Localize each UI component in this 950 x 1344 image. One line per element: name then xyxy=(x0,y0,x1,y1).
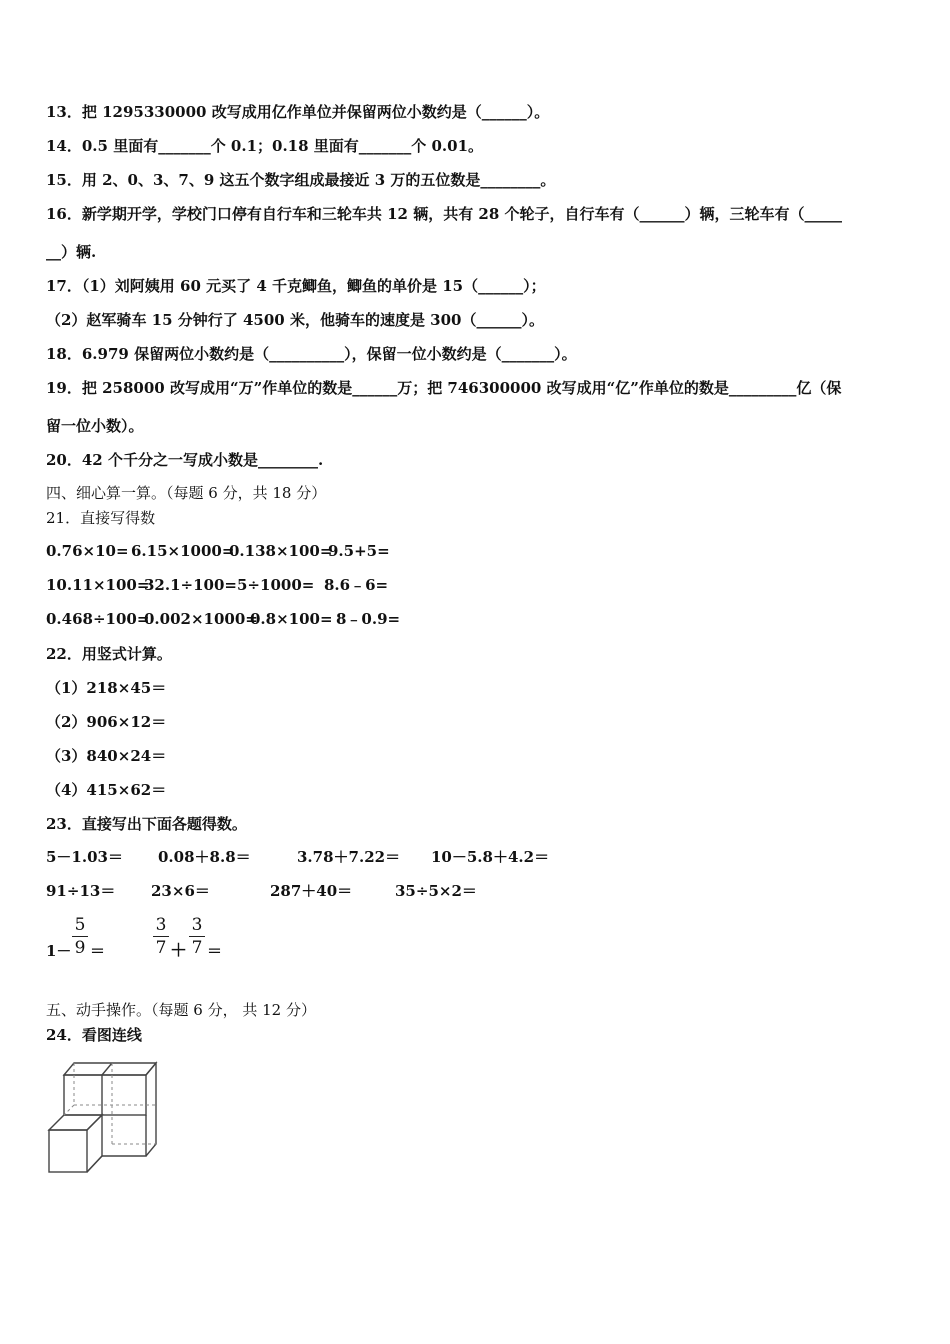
calc-item: 8﹣0.9= xyxy=(336,610,401,628)
denominator: 9 xyxy=(74,938,86,958)
calc-item: 9.5+5= xyxy=(328,542,390,560)
section-4-title: 四、细心算一算。（每题 6 分，共 18 分） xyxy=(46,484,327,502)
q22-item: （3）840×24＝ xyxy=(46,747,167,765)
q22-item: （2）906×12＝ xyxy=(46,713,167,731)
calc-item: 6.15×1000= xyxy=(131,542,235,560)
calc-item: 5÷1000= xyxy=(237,576,315,594)
cube-stack-figure xyxy=(44,1058,160,1176)
question-20: 20．42 个千分之一写成小数是________. xyxy=(46,451,324,469)
calc-item: 287＋40＝ xyxy=(270,882,353,900)
q22-item: （4）415×62＝ xyxy=(46,781,167,799)
plus-sign: ＋ xyxy=(170,941,187,961)
question-13: 13．把 1295330000 改写成用亿作单位并保留两位小数约是（______）。 xyxy=(46,103,550,121)
calc-item: 32.1÷100= xyxy=(144,576,237,594)
equals: ＝ xyxy=(207,942,223,960)
question-16-line1: 16．新学期开学，学校门口停有自行车和三轮车共 12 辆，共有 28 个轮子，自行车有（______）辆，三轮车有（_____ xyxy=(46,205,843,223)
equals: ＝ xyxy=(90,942,106,960)
calc-item: 0.468÷100= xyxy=(46,610,150,628)
calc-item: 8.6﹣6= xyxy=(324,576,389,594)
fraction xyxy=(153,914,169,959)
calc-item: 0.8×100= xyxy=(250,610,333,628)
question-14: 14．0.5 里面有_______个 0.1；0.18 里面有_______个 0.01。 xyxy=(46,137,484,155)
calc-item: 5－1.03＝ xyxy=(46,848,123,866)
fraction xyxy=(189,914,205,959)
calc-item: 10－5.8＋4.2＝ xyxy=(431,848,550,866)
section-5-title: 五、动手操作。（每题 6 分， 共 12 分） xyxy=(46,1001,316,1019)
numerator: 5 xyxy=(72,914,88,937)
question-23-title: 23．直接写出下面各题得数。 xyxy=(46,815,247,833)
q22-item: （1）218×45＝ xyxy=(46,679,167,697)
numerator: 3 xyxy=(153,914,169,937)
expr-prefix: 1－ xyxy=(46,942,72,960)
calc-item: 10.11×100= xyxy=(46,576,150,594)
question-16-line2: __）辆. xyxy=(46,243,97,261)
question-18: 18．6.979 保留两位小数约是（__________），保留一位小数约是（_______）。 xyxy=(46,345,577,363)
denominator: 7 xyxy=(191,938,203,958)
calc-item: 0.76×10= xyxy=(46,542,129,560)
question-21-title: 21．直接写得数 xyxy=(46,509,156,527)
fraction xyxy=(72,914,88,959)
question-17-line2: （2）赵军骑车 15 分钟行了 4500 米，他骑车的速度是 300（______）。 xyxy=(46,311,544,329)
question-22-title: 22．用竖式计算。 xyxy=(46,645,172,663)
question-17-line1: 17．（1）刘阿姨用 60 元买了 4 千克鲫鱼，鲫鱼的单价是 15（______）； xyxy=(46,277,546,295)
question-15: 15．用 2、0、3、7、9 这五个数字组成最接近 3 万的五位数是________。 xyxy=(46,171,556,189)
calc-item: 0.002×1000= xyxy=(144,610,258,628)
calc-item: 3.78＋7.22＝ xyxy=(297,848,401,866)
calc-item: 0.08＋8.8＝ xyxy=(158,848,251,866)
denominator: 7 xyxy=(155,938,167,958)
calc-item: 0.138×100= xyxy=(229,542,333,560)
question-19-line2: 留一位小数）。 xyxy=(46,417,144,435)
question-24-title: 24．看图连线 xyxy=(46,1026,142,1044)
question-19-line1: 19．把 258000 改写成用“万”作单位的数是______万；把 746300000 改写成用“亿”作单位的数是_________亿（保 xyxy=(46,379,842,397)
calc-item: 35÷5×2＝ xyxy=(395,882,477,900)
calc-item: 91÷13＝ xyxy=(46,882,116,900)
calc-item: 23×6＝ xyxy=(151,882,210,900)
numerator: 3 xyxy=(189,914,205,937)
